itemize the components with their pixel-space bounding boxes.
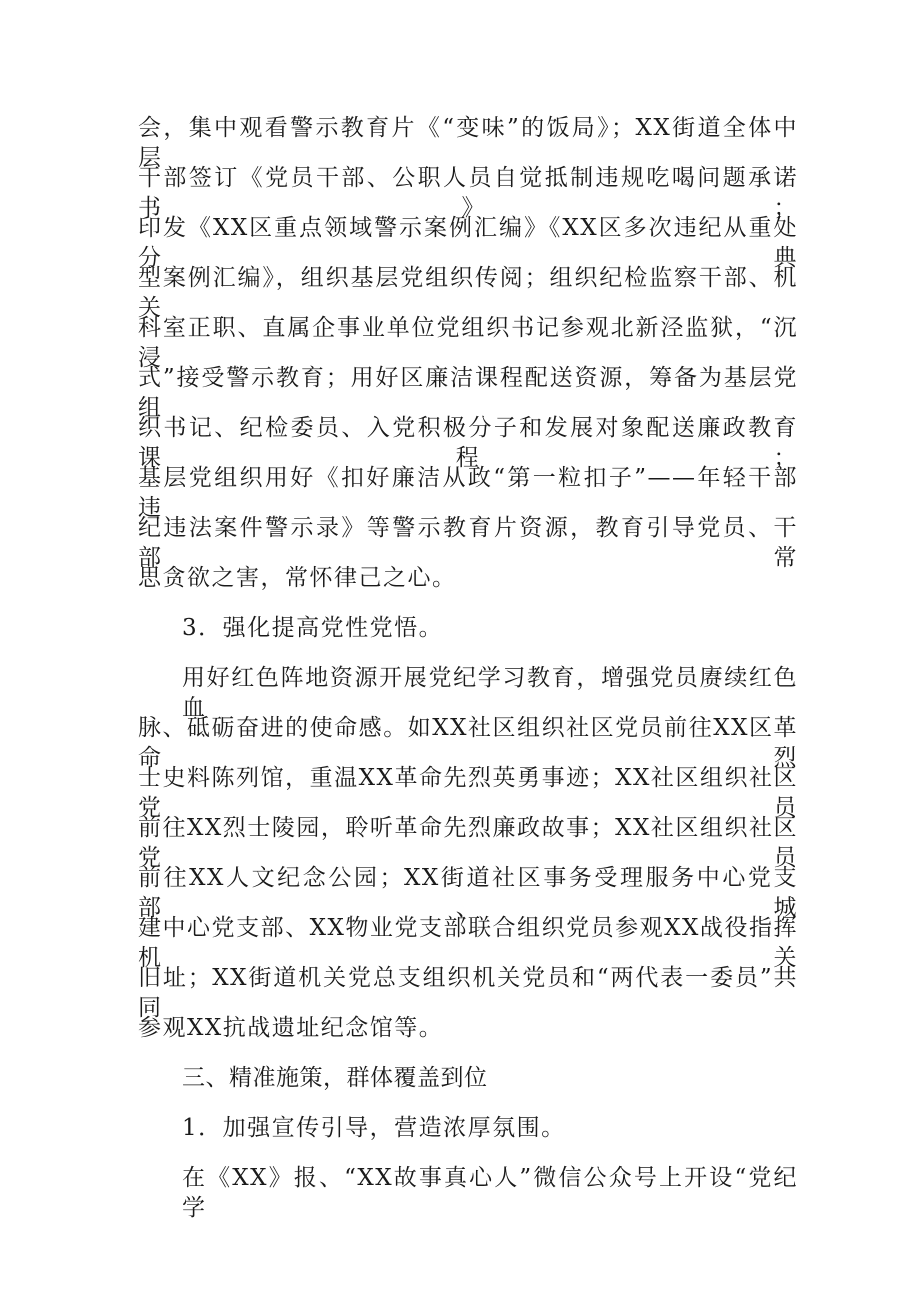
paragraph-1-line-7: 织书记、纪检委员、入党积极分子和发展对象配送廉政教育课程；: [138, 415, 798, 471]
paragraph-2-line-6: 建中心党支部、XX物业党支部联合组织党员参观XX战役指挥机关: [138, 915, 798, 971]
paragraph-1-line-1: 会，集中观看警示教育片《“变味”的饭局》；XX街道全体中层: [138, 115, 798, 171]
section-heading: 三、精准施策，群体覆盖到位: [182, 1065, 488, 1091]
paragraph-2-line-1: 用好红色阵地资源开展党纪学习教育，增强党员赓续红色血: [182, 665, 798, 721]
paragraph-2-line-3: 士史料陈列馆，重温XX革命先烈英勇事迹；XX社区组织社区党员: [138, 765, 798, 821]
paragraph-1-line-8: 基层党组织用好《扣好廉洁从政“第一粒扣子”——年轻干部违: [138, 465, 798, 521]
subheading-3: 3．强化提高党性党悟。: [182, 615, 444, 641]
paragraph-2-line-8: 参观XX抗战遗址纪念馆等。: [138, 1015, 444, 1041]
paragraph-1-line-5: 科室正职、直属企事业单位党组织书记参观北新泾监狱，“沉浸: [138, 315, 798, 371]
paragraph-1-line-3: 印发《XX区重点领域警示案例汇编》《XX区多次违纪从重处分典: [138, 215, 798, 271]
paragraph-1-line-6: 式”接受警示教育；用好区廉洁课程配送资源，筹备为基层党组: [138, 365, 798, 421]
paragraph-1-line-9: 纪违法案件警示录》等警示教育片资源，教育引导党员、干部常: [138, 515, 798, 571]
subheading-1: 1．加强宣传引导，营造浓厚氛围。: [182, 1115, 566, 1141]
paragraph-3-line-1: 在《XX》报、“XX故事真心人”微信公众号上开设“党纪学: [182, 1165, 798, 1221]
paragraph-1-line-4: 型案例汇编》，组织基层党组织传阅；组织纪检监察干部、机关: [138, 265, 798, 321]
paragraph-1-line-10: 思贪欲之害，常怀律己之心。: [138, 565, 457, 591]
paragraph-2-line-7: 旧址；XX街道机关党总支组织机关党员和“两代表一委员”共同: [138, 965, 798, 1021]
paragraph-2-line-4: 前往XX烈士陵园，聆听革命先烈廉政故事；XX社区组织社区党员: [138, 815, 798, 871]
paragraph-2-line-5: 前往XX人文纪念公园；XX街道社区事务受理服务中心党支部、城: [138, 865, 798, 921]
paragraph-2-line-2: 脉、砥砺奋进的使命感。如XX社区组织社区党员前往XX区革命烈: [138, 715, 798, 771]
paragraph-1-line-2: 干部签订《党员干部、公职人员自觉抵制违规吃喝问题承诺书》；: [138, 165, 798, 221]
